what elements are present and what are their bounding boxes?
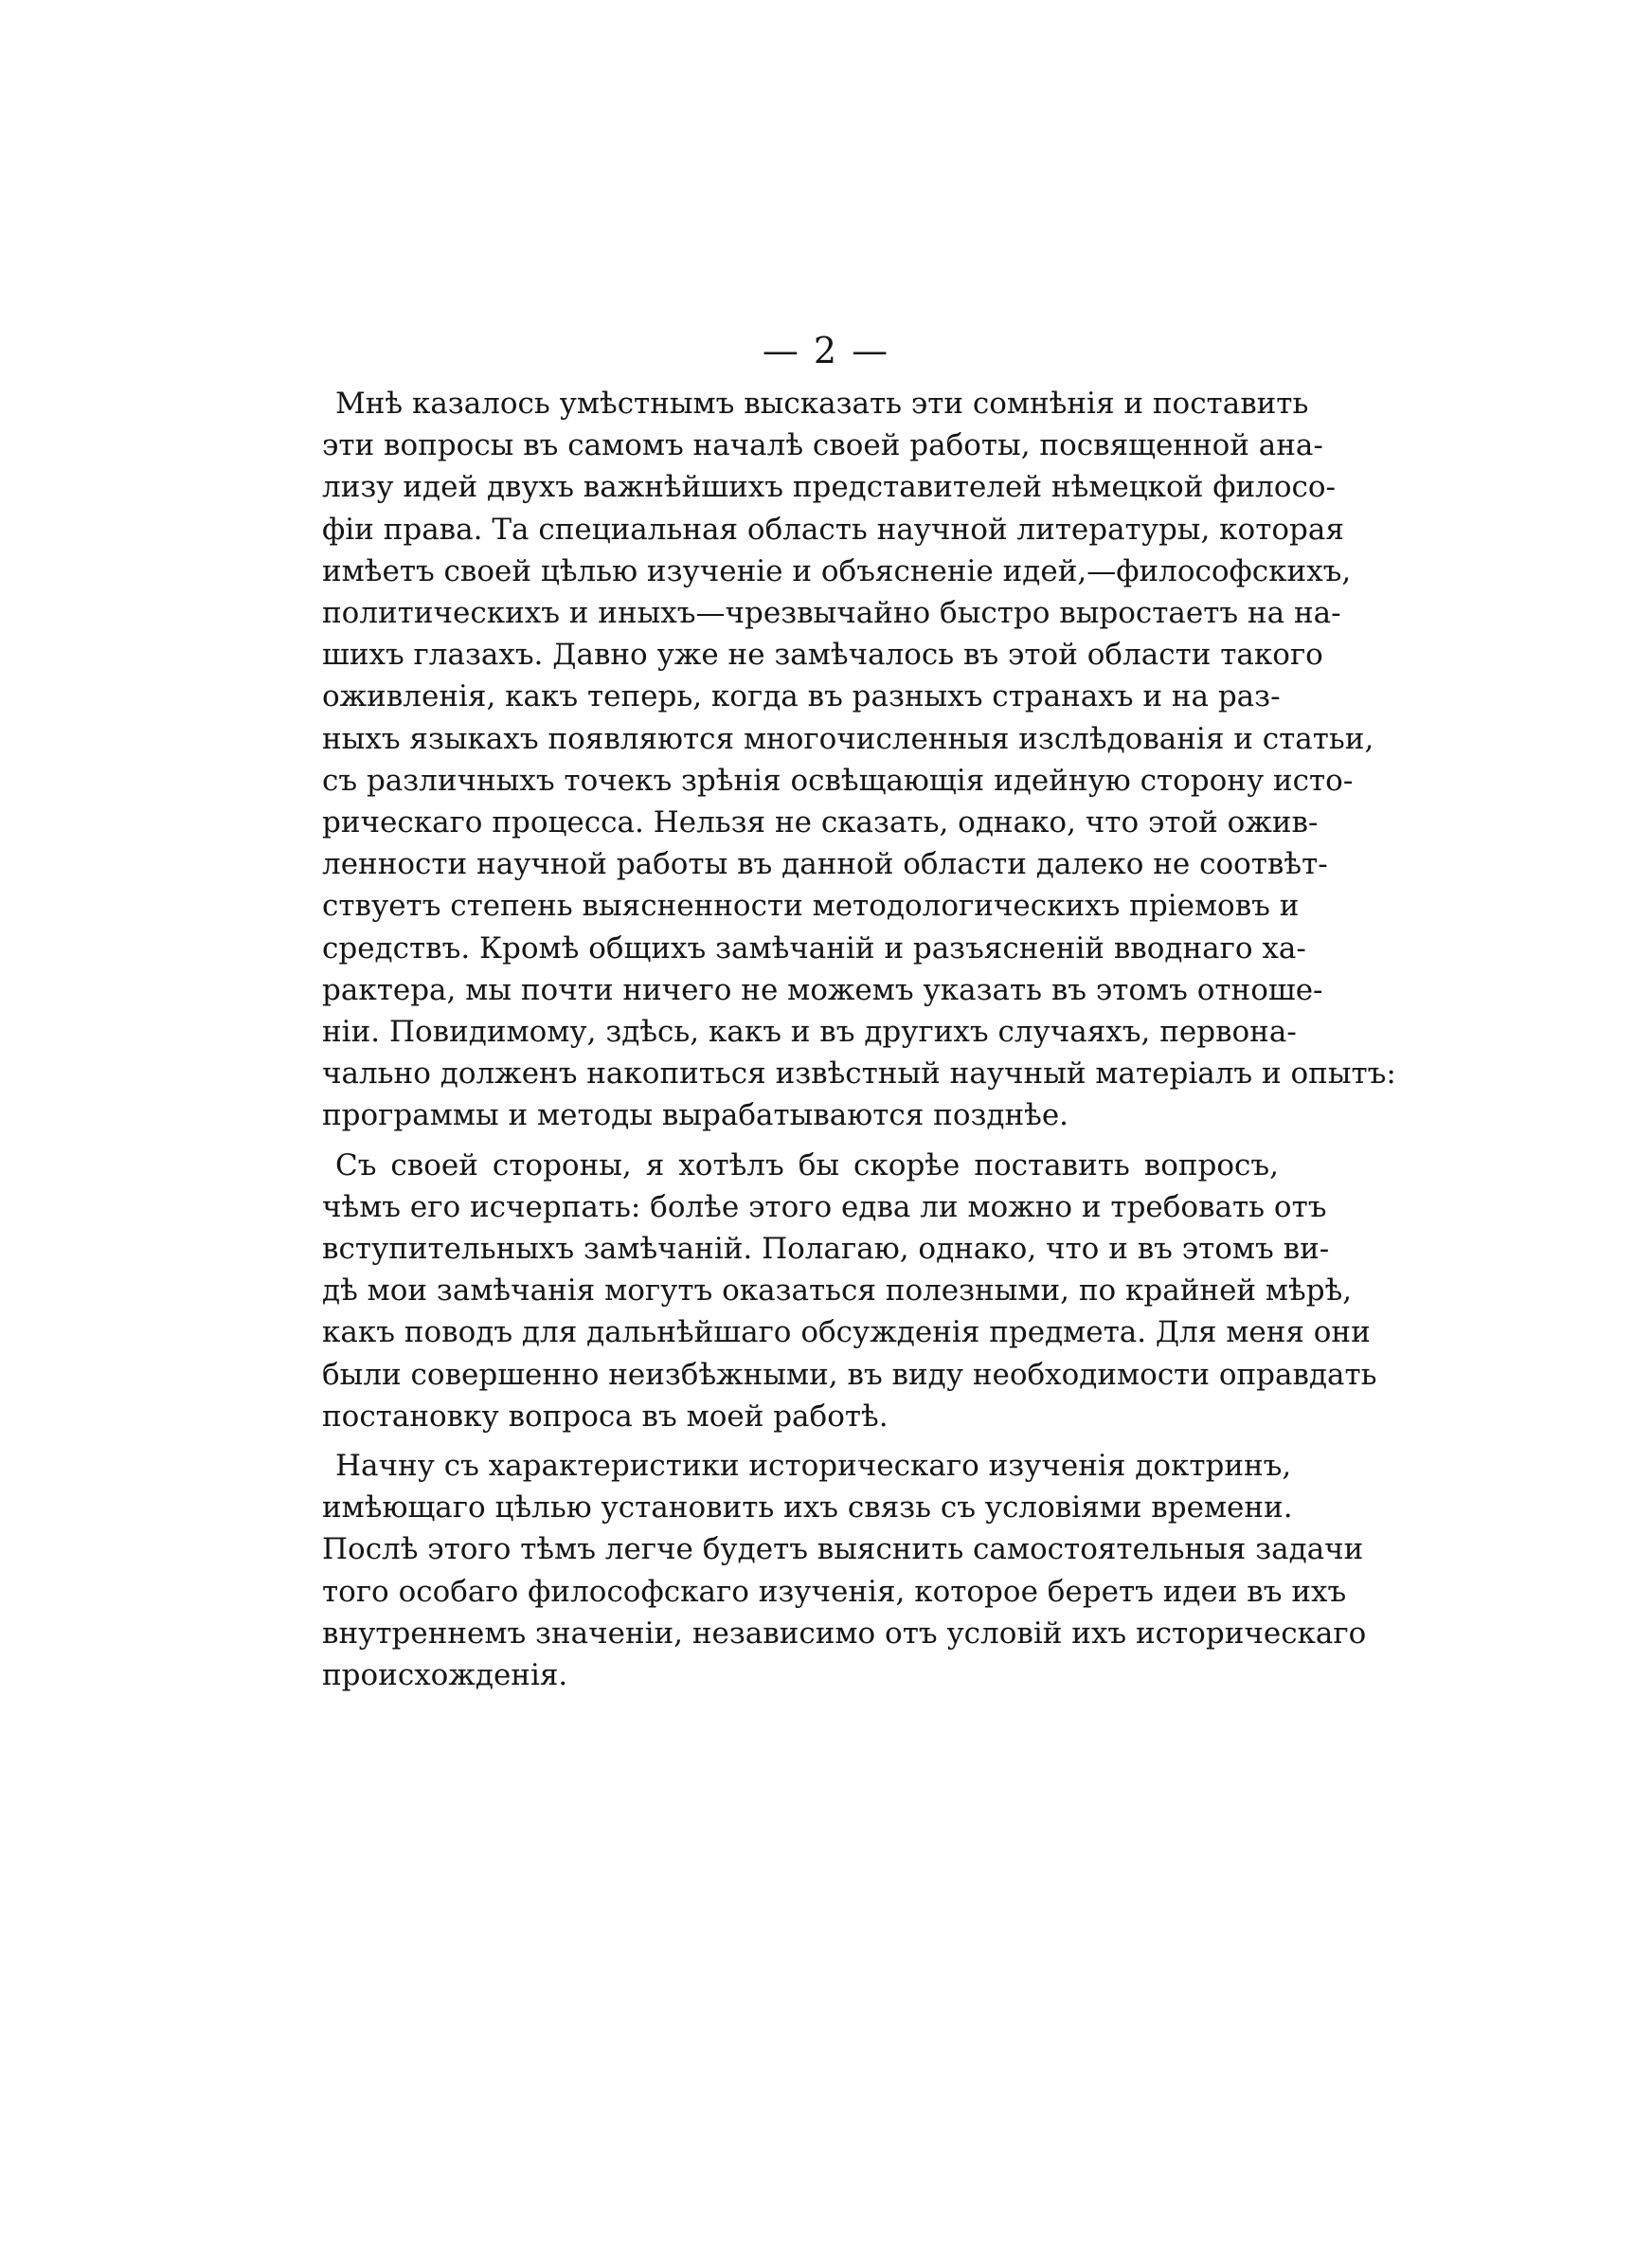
text-line: ствуетъ степень выясненности методологическихъ пріемовъ и	[322, 889, 1300, 924]
text-line: того особаго философскаго изученія, которое беретъ идеи въ ихъ	[322, 1574, 1347, 1609]
text-line: эти вопросы въ самомъ началѣ своей работы, посвященной ана-	[322, 428, 1323, 463]
text-line: происхожденія.	[322, 1658, 568, 1693]
page-number: — 2 —	[762, 330, 890, 371]
text-line: постановку вопроса въ моей работѣ.	[322, 1399, 889, 1434]
text-line: программы и методы вырабатываются позднѣе.	[322, 1098, 1069, 1133]
text-line: дѣ мои замѣчанія могутъ оказаться полезными, по крайней мѣрѣ,	[322, 1273, 1353, 1309]
body-text	[322, 383, 1396, 1696]
text-line: какъ поводъ для дальнѣйшаго обсужденія предмета. Для меня они	[322, 1315, 1371, 1350]
text-line: имѣющаго цѣлью установить ихъ связь съ условіями времени.	[322, 1490, 1293, 1526]
text-line: фіи права. Та специальная область научной литературы, которая	[322, 512, 1344, 547]
text-line: Послѣ этого тѣмъ легче будетъ выяснить самостоятельныя задачи	[322, 1532, 1364, 1567]
text-line: имѣетъ своей цѣлью изученіе и объясненіе идей,—философскихъ,	[322, 553, 1352, 588]
text-line: съ различныхъ точекъ зрѣнія освѣщающія идейную сторону исто-	[322, 763, 1354, 798]
text-line: вступительныхъ замѣчаній. Полагаю, однако, что и въ этомъ ви-	[322, 1232, 1330, 1267]
text-line: оживленія, какъ теперь, когда въ разныхъ странахъ и на раз-	[322, 679, 1281, 714]
text-line: чѣмъ его исчерпать: болѣе этого едва ли можно и требовать отъ	[322, 1189, 1327, 1224]
text-line: Мнѣ казалось умѣстнымъ высказать эти сомнѣнія и поставить	[335, 387, 1309, 421]
paragraph-3	[322, 1445, 1367, 1696]
text-line: ніи. Повидимому, здѣсь, какъ и въ другихъ случаяхъ, первона-	[322, 1015, 1297, 1050]
text-line: средствъ. Кромѣ общихъ замѣчаній и разъясненій вводнаго ха-	[322, 930, 1306, 966]
text-line: лизу идей двухъ важнѣйшихъ представителей нѣмецкой филосо-	[322, 470, 1336, 505]
paragraph-1	[322, 383, 1396, 1137]
text-line: чально долженъ накопиться извѣстный научный матеріалъ и опытъ:	[322, 1056, 1396, 1092]
text-line: были совершенно неизбѣжными, въ виду необходимости оправдать	[322, 1357, 1377, 1392]
text-line: Съ своей стороны, я хотѣлъ бы скорѣе поставить вопросъ,	[335, 1147, 1279, 1183]
text-line: шихъ глазахъ. Давно уже не замѣчалось въ этой области такого	[322, 638, 1323, 673]
text-line: политическихъ и иныхъ—чрезвычайно быстро выростаетъ на на-	[322, 596, 1341, 631]
text-line: рактера, мы почти ничего не можемъ указать въ этомъ отноше-	[322, 972, 1323, 1007]
text-line: рическаго процесса. Нельзя не сказать, однако, что этой ожив-	[322, 805, 1319, 840]
paragraph-2	[322, 1145, 1377, 1437]
text-line: ленности научной работы въ данной области далеко не соотвѣт-	[322, 847, 1328, 882]
text-line: внутреннемъ значеніи, независимо отъ условій ихъ историческаго	[322, 1616, 1367, 1651]
text-line: ныхъ языкахъ появляются многочисленныя изслѣдованія и статьи,	[322, 721, 1374, 756]
text-line: Начну съ характеристики историческаго изученія доктринъ,	[335, 1449, 1292, 1484]
